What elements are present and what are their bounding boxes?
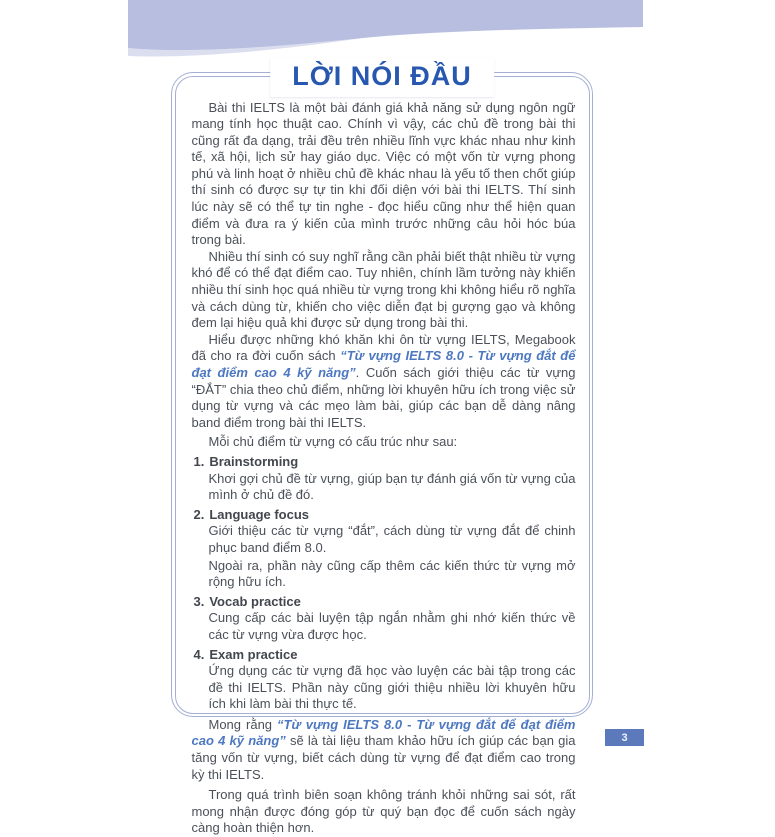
list-item-brainstorming bbox=[192, 454, 576, 504]
page-number-badge: 3 bbox=[605, 729, 644, 746]
list-item-language-focus bbox=[192, 507, 576, 591]
content-frame bbox=[171, 60, 593, 836]
book-title-quote: “Từ vựng IELTS 8.0 - Từ vựng đắt để đạt điểm cao 4 kỹ năng” bbox=[191, 716, 576, 749]
paragraph-text: Mong rằng bbox=[208, 716, 278, 732]
list-item-description: Ngoài ra, phần này cũng cấp thêm các kiến thức từ vựng mở rộng hữu ích. bbox=[208, 557, 576, 590]
intro-paragraph-1: Bài thi IELTS là một bài đánh giá khả năng sử dụng ngôn ngữ mang tính học thuật cao. Chính vì vậy, các chủ đề trong bài thi cũng rất đa dạng, trải đều trên nhiều lĩnh vực khác nhau như kinh tế, xã hội, lịch sử hay giáo dục. Việc có một vốn từ vựng phong phú và linh hoạt ở nhiều chủ đề khác nhau là yếu tố then chốt giúp thí sinh có được sự tự tin khi đối diện với bài thi IELTS. Thí sinh lúc này sẽ có thể tự tin nghe - đọc hiểu cũng như thể hiện quan điểm và đưa ra ý kiến của mình trước những câu hỏi hóc búa trong bài. bbox=[191, 99, 576, 248]
list-item-number: 3. bbox=[193, 593, 205, 609]
list-item-heading bbox=[192, 594, 576, 611]
list-item-description: Giới thiệu các từ vựng “đắt”, cách dùng từ vựng đắt để chinh phục band điểm 8.0. bbox=[208, 523, 576, 555]
intro-paragraph-3 bbox=[192, 332, 576, 432]
list-item-heading bbox=[192, 454, 576, 471]
list-item-number: 1. bbox=[193, 453, 205, 469]
paragraph-text: sẽ là tài liệu tham khảo hữu ích giúp các bạn gia tăng vốn từ vựng, biết cách dùng từ vựng để đạt điểm cao trong kỳ thi IELTS. bbox=[191, 733, 576, 782]
preface-text bbox=[176, 77, 589, 836]
list-item-number: 2. bbox=[193, 506, 205, 522]
page-title: LỜI NÓI ĐẦU bbox=[292, 60, 472, 91]
list-item-label: Exam practice bbox=[209, 646, 298, 662]
list-item-number: 4. bbox=[193, 646, 205, 662]
list-item-description: Ứng dụng các từ vựng đã học vào luyện các bài tập trong các đề thi IELTS. Phần này cũng giới thiệu nhiều lời khuyên hữu ích khi làm bài thi thực tế. bbox=[208, 663, 576, 712]
list-item-vocab-practice bbox=[192, 594, 576, 644]
list-item-label: Vocab practice bbox=[209, 593, 301, 609]
paragraph-text: . Cuốn sách giới thiệu các từ vựng “ĐẮT” chia theo chủ điểm, những lời khuyên hữu ích trong việc sử dụng từ vựng và các mẹo làm bài, giúp các bạn dễ dàng nâng band điểm trong bài thi IELTS. bbox=[191, 365, 576, 430]
book-title-quote: “Từ vựng IELTS 8.0 - Từ vựng đắt để đạt điểm cao 4 kỹ năng” bbox=[191, 348, 576, 380]
list-item-heading bbox=[192, 647, 576, 664]
paragraph-text: Hiểu được những khó khăn khi ôn từ vựng IELTS, Megabook đã cho ra đời cuốn sách bbox=[191, 331, 576, 364]
list-item-description: Khơi gợi chủ đề từ vựng, giúp bạn tự đánh giá vốn từ vựng của mình ở chủ đề đó. bbox=[208, 470, 576, 503]
structure-intro-line: Mỗi chủ điểm từ vựng có cấu trúc như sau: bbox=[208, 434, 458, 450]
closing-paragraph-2: Trong quá trình biên soạn không tránh khỏi những sai sót, rất mong nhận được đóng góp từ quý bạn đọc để cuốn sách ngày càng hoàn thiện hơn. bbox=[191, 787, 576, 836]
page-title-box bbox=[270, 58, 494, 97]
content-frame-inner-line bbox=[175, 60, 590, 836]
intro-paragraph-2: Nhiều thí sinh có suy nghĩ rằng cần phải biết thật nhiều từ vựng khó để có thể đạt điểm cao. Tuy nhiên, chính lầm tưởng này khiến nhiều thí sinh học quá nhiều từ vựng trong khi không hiểu rõ nghĩa và cách dùng từ, khiến cho việc diễn đạt bị gượng gạo và không đem lại hiệu quả khi được sử dụng trong bài thi. bbox=[191, 248, 576, 331]
list-item-heading bbox=[192, 507, 576, 524]
list-item-label: Brainstorming bbox=[209, 453, 299, 469]
closing-paragraph-1 bbox=[192, 717, 576, 783]
list-item-exam-practice bbox=[192, 647, 576, 713]
list-item-description: Cung cấp các bài luyện tập ngắn nhằm ghi nhớ kiến thức về các từ vựng vừa được học. bbox=[208, 610, 576, 642]
list-item-label: Language focus bbox=[209, 506, 310, 522]
